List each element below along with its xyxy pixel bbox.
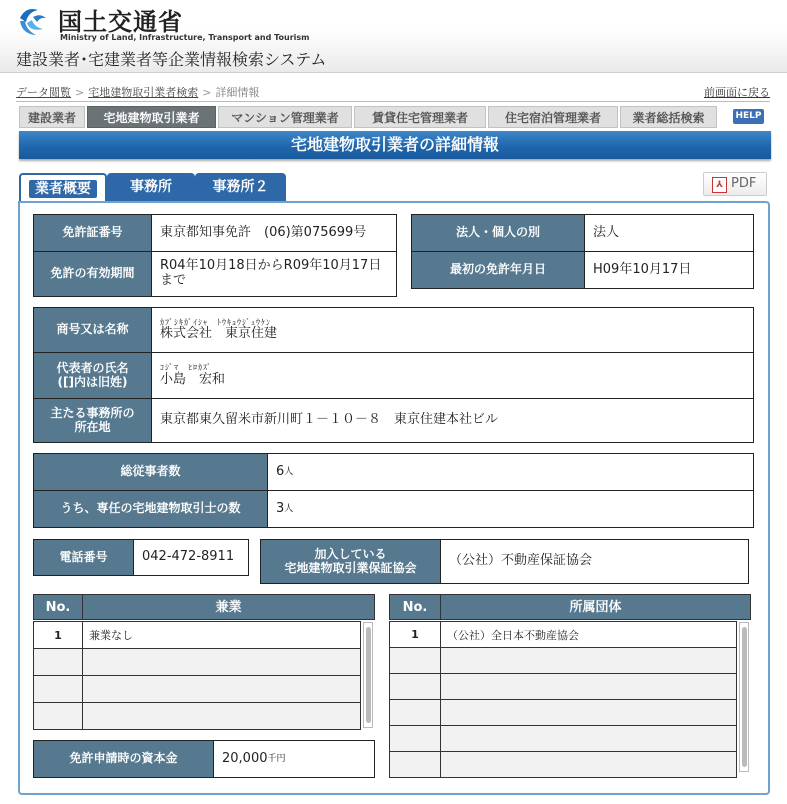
site-header (0, 0, 787, 73)
side-business-no-header: No. (33, 594, 83, 620)
back-link[interactable]: 前画面に戻る (704, 86, 770, 99)
tab-real-estate-broker[interactable]: 宅地建物取引業者 (87, 106, 216, 128)
pdf-icon: ⅄ (712, 177, 727, 193)
breadcrumb (16, 84, 259, 100)
tab-offices-2[interactable]: 事務所２ (195, 173, 286, 201)
tab-condo-management[interactable]: マンション管理業者 (218, 106, 352, 128)
trade-name-text: 株式会社 東京住建 (160, 326, 278, 342)
tab-lodging-management[interactable]: 住宅宿泊管理業者 (488, 106, 618, 128)
representative-kana: ｺｼﾞﾏ ﾋﾛｶｽﾞ (160, 363, 212, 373)
divider (16, 101, 770, 102)
list-item-text: 兼業なし (82, 621, 361, 649)
capital-amount: 20,000 (222, 750, 268, 766)
page-title: 宅地建物取引業者の詳細情報 (19, 131, 771, 159)
tab-overall-search[interactable]: 業者総括検索 (620, 106, 717, 128)
entity-type-value: 法人 (584, 214, 754, 252)
licensed-agents-value (267, 490, 754, 528)
tab-offices[interactable]: 事務所 (107, 173, 195, 201)
tab-rental-housing-management[interactable]: 賃貸住宅管理業者 (354, 106, 486, 128)
ministry-name: 国土交通省 (58, 8, 183, 36)
entity-type-label: 法人・個人の別 (411, 214, 585, 252)
representative-text: 小島 宏和 (160, 371, 226, 387)
list-item-no (389, 699, 441, 726)
breadcrumb-separator: > (75, 86, 85, 99)
list-item-text (440, 647, 737, 674)
side-business-scrollbar[interactable] (363, 622, 373, 728)
pdf-button[interactable] (703, 172, 767, 196)
affiliation-no-header: No. (389, 594, 441, 620)
phone-label: 電話番号 (33, 539, 134, 576)
breadcrumb-data-browse[interactable]: データ閲覧 (16, 86, 71, 99)
system-title: 建設業者･宅建業者等企業情報検索システム (16, 50, 327, 69)
affiliation-scrollbar[interactable] (739, 622, 749, 772)
list-item-text (82, 648, 361, 676)
list-item-text (82, 675, 361, 703)
list-item-no (33, 702, 83, 730)
association-label: 加入している 宅地建物取引業保証協会 (260, 539, 441, 584)
association-value: （公社）不動産保証協会 (440, 539, 749, 584)
license-number-value: 東京都知事免許 (06)第075699号 (151, 214, 397, 252)
first-license-value: H09年10月17日 (584, 251, 754, 289)
employees-value (267, 453, 754, 491)
tab-overview-label: 業者概要 (29, 180, 97, 198)
tab-construction[interactable]: 建設業者 (19, 106, 85, 128)
trade-name-kana: ｶﾌﾞｼｷｶﾞｲｼｬ ﾄｳｷｮｳｼﾞｭｳｹﾝ (160, 317, 271, 327)
licensed-agents-unit: 人 (284, 503, 294, 514)
phone-value: 042-472-8911 (133, 539, 249, 576)
list-item-no (389, 725, 441, 752)
ministry-name-en: Ministry of Land, Infrastructure, Transport and Tourism (60, 33, 310, 42)
breadcrumb-takken-search[interactable]: 宅地建物取引業者検索 (88, 86, 199, 99)
first-license-label: 最初の免許年月日 (411, 251, 585, 289)
employees-label: 総従事者数 (33, 453, 268, 491)
list-item-text (440, 751, 737, 778)
trade-name-value (151, 307, 754, 353)
validity-value: R04年10月18日からR09年10月17日まで (151, 251, 397, 297)
list-item-text (440, 673, 737, 700)
list-item-no (33, 675, 83, 703)
representative-value (151, 352, 754, 399)
tab-overview[interactable] (19, 173, 107, 201)
list-item-text (440, 725, 737, 752)
list-item-no (389, 647, 441, 674)
breadcrumb-separator: > (202, 86, 212, 99)
list-item-no: 1 (389, 621, 441, 648)
scrollbar-thumb[interactable] (742, 627, 747, 767)
mlit-logo-icon (16, 4, 50, 38)
capital-label: 免許申請時の資本金 (33, 740, 214, 778)
scrollbar-thumb[interactable] (366, 627, 371, 723)
representative-label: 代表者の氏名 ([]内は旧姓) (33, 352, 152, 399)
office-address-label: 主たる事務所の 所在地 (33, 398, 152, 443)
list-item-text (440, 699, 737, 726)
affiliation-header: 所属団体 (440, 594, 751, 620)
licensed-agents-count: 3 (276, 500, 285, 516)
capital-unit: 千円 (267, 753, 286, 764)
list-item-no (389, 673, 441, 700)
list-item-no: 1 (33, 621, 83, 649)
list-item-text (82, 702, 361, 730)
list-item-no (33, 648, 83, 676)
list-item-text: （公社）全日本不動産協会 (440, 621, 737, 648)
pdf-button-label: PDF (731, 176, 757, 191)
employees-unit: 人 (284, 466, 294, 477)
license-number-label: 免許証番号 (33, 214, 152, 252)
employees-count: 6 (276, 463, 285, 479)
help-button[interactable]: HELP (733, 109, 764, 124)
licensed-agents-label: うち、専任の宅地建物取引士の数 (33, 490, 268, 528)
validity-label: 免許の有効期間 (33, 251, 152, 297)
capital-value (213, 740, 375, 778)
list-item-no (389, 751, 441, 778)
trade-name-label: 商号又は名称 (33, 307, 152, 353)
breadcrumb-current: 詳細情報 (215, 86, 260, 99)
side-business-header: 兼業 (82, 594, 375, 620)
office-address-value: 東京都東久留米市新川町１－１０－８ 東京住建本社ビル (151, 398, 754, 443)
